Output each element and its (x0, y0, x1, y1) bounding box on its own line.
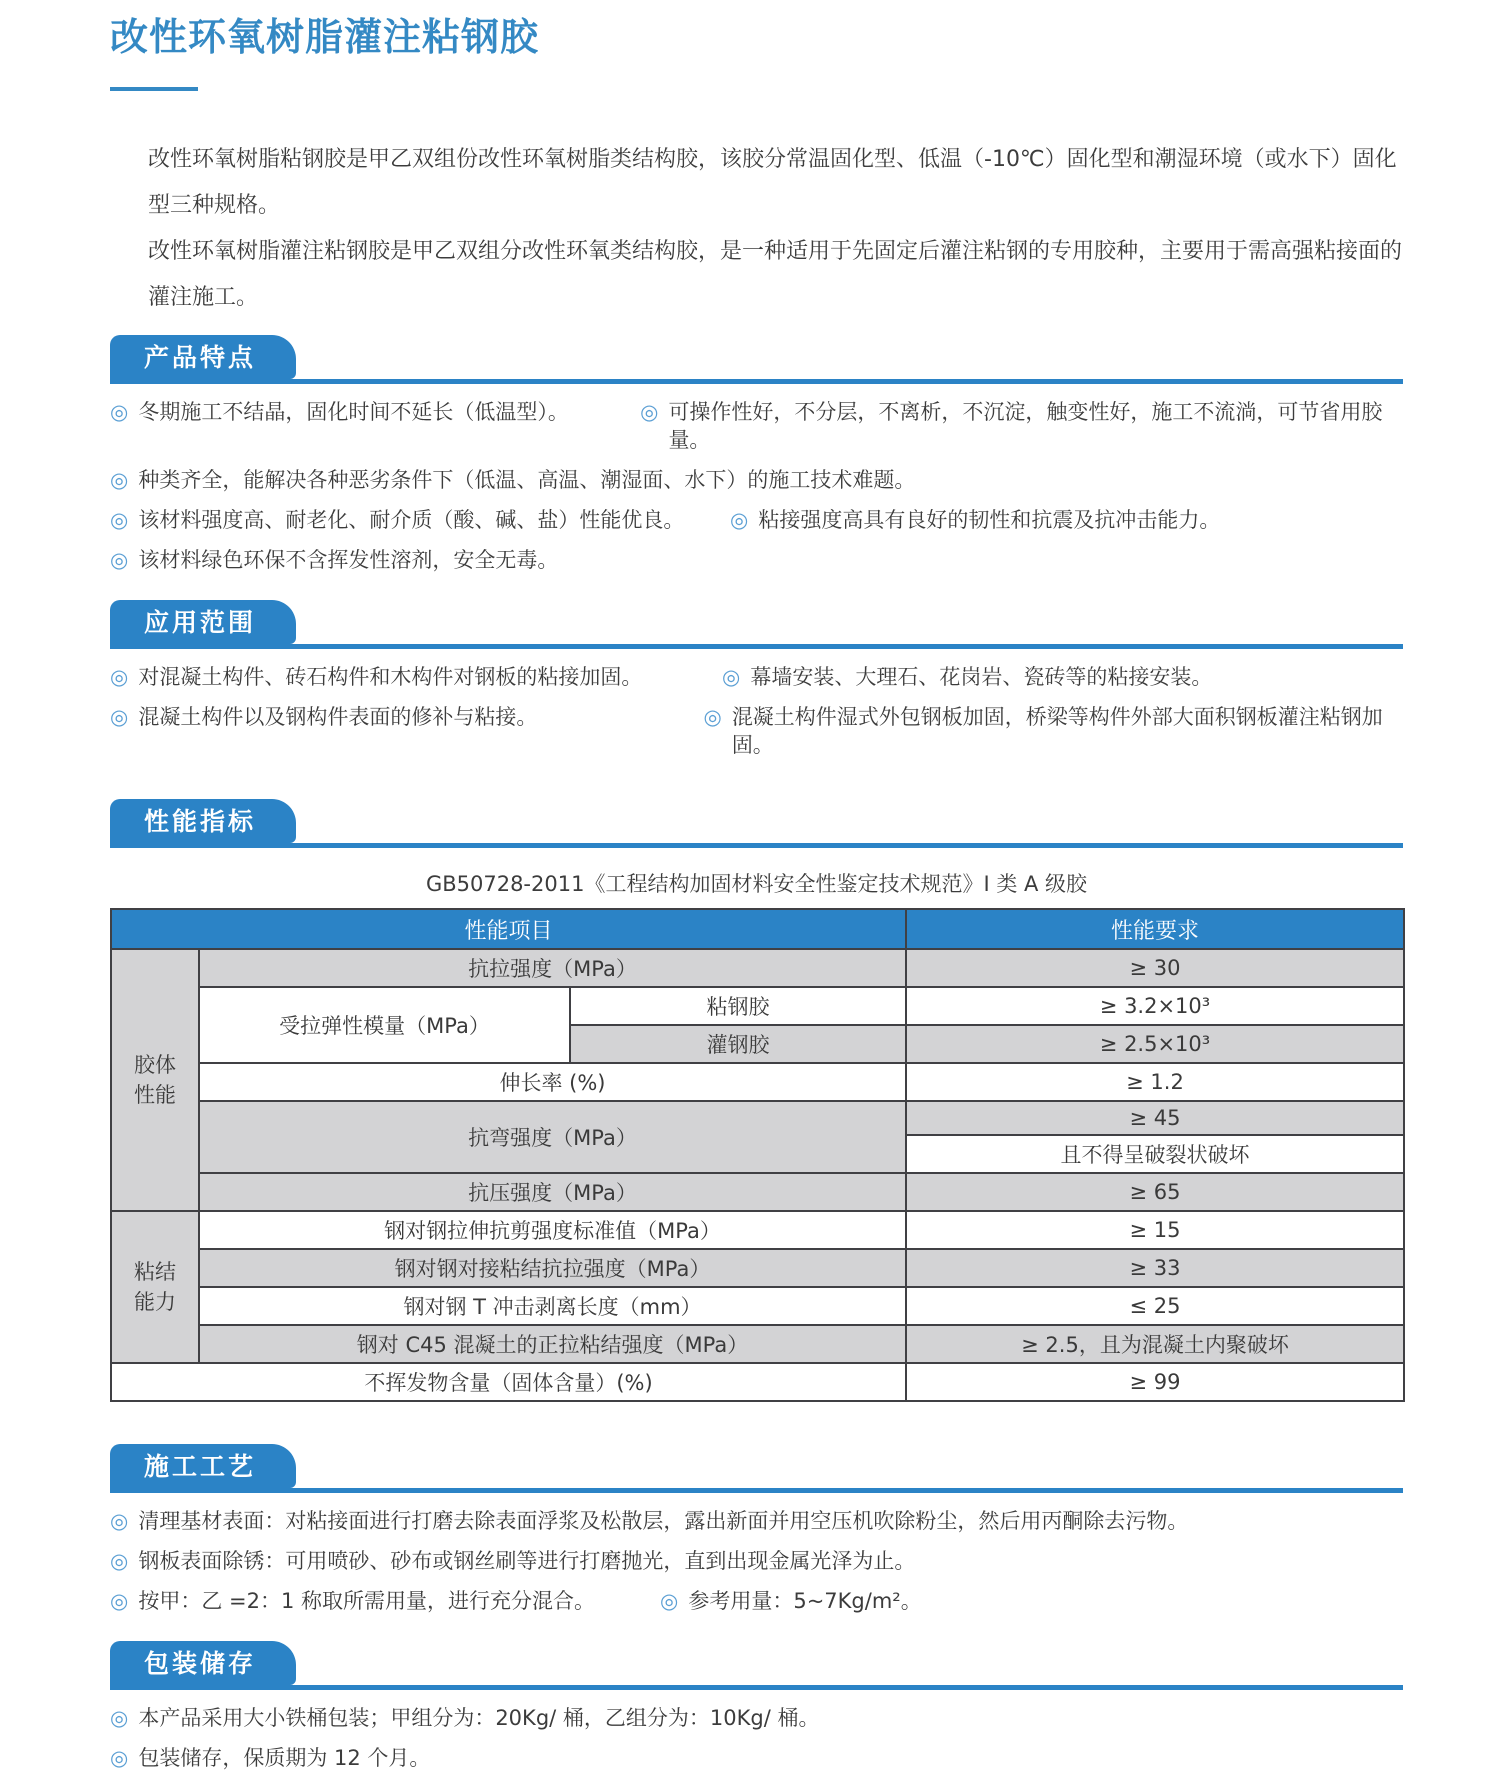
section-head (110, 600, 1403, 649)
list-row (110, 1744, 1403, 1772)
bullet-icon: ◎ (110, 400, 129, 424)
param-cell: 抗压强度（MPa） (199, 1173, 906, 1211)
section-heading-packaging: 包装储存 (110, 1641, 296, 1685)
table-row (111, 1211, 1404, 1249)
req-cell: ≥ 30 (906, 949, 1404, 987)
section-applications (110, 600, 1403, 759)
list-item (110, 1507, 1188, 1535)
bullet-icon: ◎ (110, 705, 129, 729)
table-row (111, 1249, 1404, 1287)
list-item-text: 本产品采用大小铁桶包装；甲组分为：20Kg/ 桶，乙组分为：10Kg/ 桶。 (138, 1706, 820, 1730)
process-list (110, 1507, 1403, 1615)
column-header-param: 性能项目 (111, 909, 906, 949)
page-title: 改性环氧树脂灌注粘钢胶 (110, 15, 540, 59)
section-head (110, 335, 1403, 384)
param-cell: 钢对钢对接粘结抗拉强度（MPa） (199, 1249, 906, 1287)
list-item-text: 对混凝土构件、砖石构件和木构件对钢板的粘接加固。 (138, 665, 643, 689)
req-cell: ≥ 3.2×10³ (906, 987, 1404, 1025)
list-item (703, 703, 1403, 759)
section-head (110, 1444, 1403, 1493)
list-item-text: 混凝土构件湿式外包钢板加固，桥梁等构件外部大面积钢板灌注粘钢加固。 (731, 705, 1383, 757)
table-row (111, 1101, 1404, 1135)
list-row (110, 506, 1403, 534)
req-cell: ≥ 2.5，且为混凝土内聚破坏 (906, 1325, 1404, 1363)
bullet-icon: ◎ (722, 665, 741, 689)
group-label-adhesive: 胶体性能 (111, 949, 199, 1211)
section-process (110, 1444, 1403, 1615)
list-row (110, 1704, 1403, 1732)
list-item (640, 398, 1403, 454)
title-underline (110, 87, 198, 91)
list-row (110, 398, 1403, 454)
param-cell: 抗拉强度（MPa） (199, 949, 906, 987)
req-cell: ≥ 33 (906, 1249, 1404, 1287)
sub-param-cell: 粘钢胶 (570, 987, 906, 1025)
list-item-text: 该材料强度高、耐老化、耐介质（酸、碱、盐）性能优良。 (138, 508, 685, 532)
group-label-bonding: 粘结能力 (111, 1211, 199, 1363)
bullet-icon: ◎ (110, 1589, 129, 1613)
page-content (110, 0, 1403, 1772)
bullet-icon: ◎ (640, 400, 659, 424)
packaging-list (110, 1704, 1403, 1772)
bullet-icon: ◎ (110, 1509, 129, 1533)
table-header-row (111, 909, 1404, 949)
param-cell: 钢对 C45 混凝土的正拉粘结强度（MPa） (199, 1325, 906, 1363)
list-item-text: 按甲：乙 =2：1 称取所需用量，进行充分混合。 (138, 1589, 595, 1613)
req-cell: ≤ 25 (906, 1287, 1404, 1325)
bullet-icon: ◎ (110, 665, 129, 689)
table-row (111, 1063, 1404, 1101)
bullet-icon: ◎ (110, 508, 129, 532)
intro-line: 改性环氧树脂灌注粘钢胶是甲乙双组分改性环氧类结构胶，是一种适用于先固定后灌注粘钢的专用胶种，主要用于需高强粘接面的灌注施工。 (148, 239, 1403, 310)
param-cell: 抗弯强度（MPa） (199, 1101, 906, 1173)
bullet-icon: ◎ (110, 1746, 129, 1770)
param-cell: 钢对钢拉伸抗剪强度标准值（MPa） (199, 1211, 906, 1249)
param-cell: 受拉弹性模量（MPa） (199, 987, 570, 1063)
list-item (110, 398, 640, 426)
list-row (110, 1587, 1403, 1615)
list-row (110, 663, 1403, 691)
table-row (111, 1287, 1404, 1325)
req-cell: ≥ 1.2 (906, 1063, 1404, 1101)
bullet-icon: ◎ (110, 1706, 129, 1730)
list-item-text: 幕墙安装、大理石、花岗岩、瓷砖等的粘接安装。 (750, 665, 1213, 689)
list-item (110, 1704, 819, 1732)
sub-param-cell: 灌钢胶 (570, 1025, 906, 1063)
bullet-icon: ◎ (110, 468, 129, 492)
section-packaging (110, 1641, 1403, 1772)
section-performance (110, 799, 1403, 1402)
req-cell: ≥ 45 (906, 1101, 1404, 1135)
list-item (660, 1587, 922, 1615)
section-heading-features: 产品特点 (110, 335, 296, 379)
intro-paragraph (110, 137, 1403, 321)
list-item (110, 663, 722, 691)
list-item (110, 1587, 660, 1615)
table-row (111, 1325, 1404, 1363)
list-row (110, 466, 1403, 494)
list-item-text: 包装储存，保质期为 12 个月。 (138, 1746, 431, 1770)
bullet-icon: ◎ (730, 508, 749, 532)
list-item-text: 清理基材表面：对粘接面进行打磨去除表面浮浆及松散层，露出新面并用空压机吹除粉尘，然后用丙酮除去污物。 (138, 1509, 1189, 1533)
list-row (110, 546, 1403, 574)
bullet-icon: ◎ (110, 1549, 129, 1573)
req-cell: ≥ 65 (906, 1173, 1404, 1211)
list-item (110, 1547, 915, 1575)
bullet-icon: ◎ (703, 705, 722, 729)
list-item (110, 703, 703, 731)
bullet-icon: ◎ (660, 1589, 679, 1613)
list-item (730, 506, 1220, 534)
features-list (110, 398, 1403, 574)
param-cell: 钢对钢 T 冲击剥离长度（mm） (199, 1287, 906, 1325)
section-heading-applications: 应用范围 (110, 600, 296, 644)
req-cell: ≥ 15 (906, 1211, 1404, 1249)
intro-line: 改性环氧树脂粘钢胶是甲乙双组份改性环氧树脂类结构胶，该胶分常温固化型、低温（-10℃）固化型和潮湿环境（或水下）固化型三种规格。 (148, 147, 1397, 218)
section-head (110, 1641, 1403, 1690)
list-item-text: 该材料绿色环保不含挥发性溶剂，安全无毒。 (138, 548, 559, 572)
list-item-text: 粘接强度高具有良好的韧性和抗震及抗冲击能力。 (758, 508, 1221, 532)
table-row (111, 987, 1404, 1025)
list-item-text: 钢板表面除锈：可用喷砂、砂布或钢丝刷等进行打磨抛光，直到出现金属光泽为止。 (138, 1549, 916, 1573)
list-item-text: 混凝土构件以及钢构件表面的修补与粘接。 (138, 705, 538, 729)
bullet-icon: ◎ (110, 548, 129, 572)
list-row (110, 1507, 1403, 1535)
section-heading-performance: 性能指标 (110, 799, 296, 843)
list-row (110, 703, 1403, 759)
applications-list (110, 663, 1403, 759)
section-heading-process: 施工工艺 (110, 1444, 296, 1488)
param-cell: 不挥发物含量（固体含量）(%) (111, 1363, 906, 1401)
table-caption: GB50728-2011《工程结构加固材料安全性鉴定技术规范》I 类 A 级胶 (425, 872, 1088, 896)
table-row (111, 1363, 1404, 1401)
req-cell: ≥ 2.5×10³ (906, 1025, 1404, 1063)
req-cell: 且不得呈破裂状破坏 (906, 1135, 1404, 1173)
list-item-text: 参考用量：5~7Kg/m²。 (688, 1589, 922, 1613)
list-item-text: 冬期施工不结晶，固化时间不延长（低温型）。 (138, 400, 569, 424)
list-item (722, 663, 1212, 691)
list-item-text: 可操作性好，不分层，不离析，不沉淀，触变性好，施工不流淌，可节省用胶量。 (668, 400, 1383, 452)
list-row (110, 1547, 1403, 1575)
list-item (110, 506, 730, 534)
table-row (111, 1173, 1404, 1211)
list-item-text: 种类齐全，能解决各种恶劣条件下（低温、高温、潮湿面、水下）的施工技术难题。 (138, 468, 916, 492)
performance-table (110, 908, 1405, 1402)
section-features (110, 335, 1403, 574)
column-header-req: 性能要求 (906, 909, 1404, 949)
list-item (110, 1744, 430, 1772)
param-cell: 伸长率 (%) (199, 1063, 906, 1101)
section-head (110, 799, 1403, 848)
req-cell: ≥ 99 (906, 1363, 1404, 1401)
table-row (111, 949, 1404, 987)
list-item (110, 546, 558, 574)
list-item (110, 466, 915, 494)
